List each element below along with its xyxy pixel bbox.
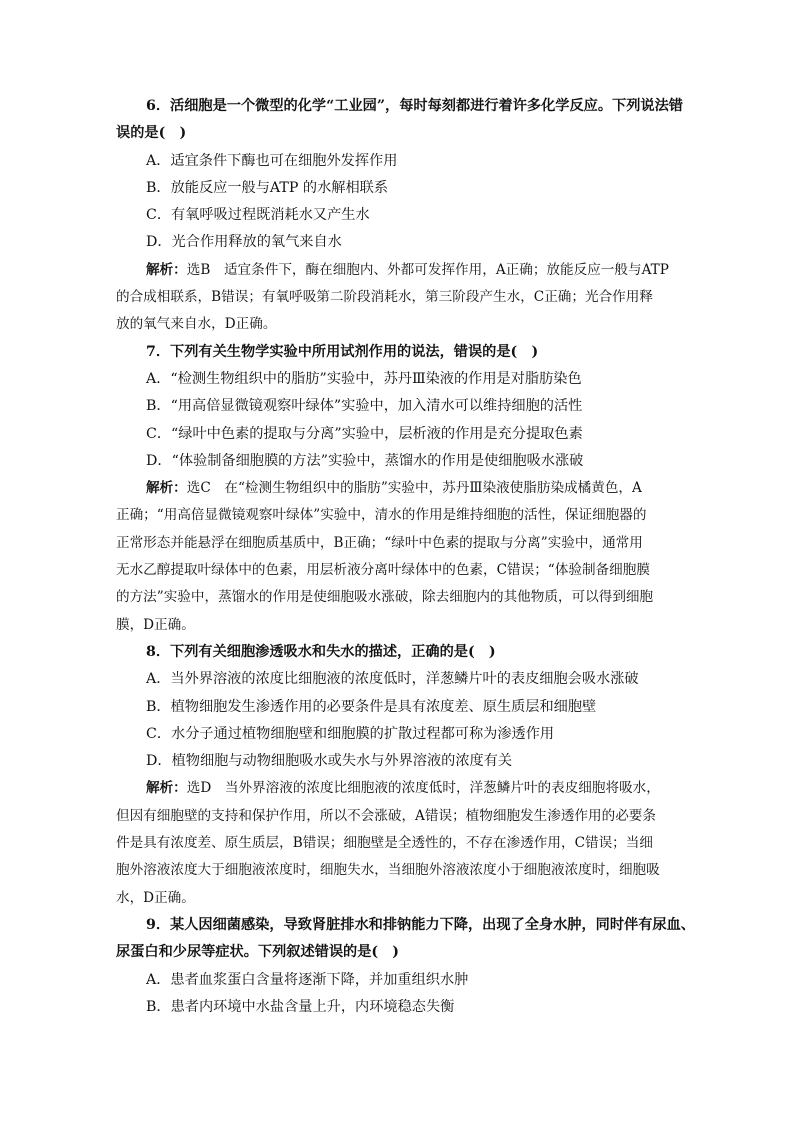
answer-option: C．“绿叶中色素的提取与分离”实验中，层析液的作用是充分提取色素 <box>146 425 583 442</box>
analysis-line: 膜，D正确。 <box>116 616 195 633</box>
answer-option: A．适宜条件下酶也可在细胞外发挥作用 <box>146 152 398 169</box>
document-page <box>116 93 695 1021</box>
question-stem-line: 尿蛋白和少尿等症状。下列叙述错误的是( ) <box>116 944 399 961</box>
analysis-line: 件是具有浓度差、原生质层，B错误；细胞壁是全透性的，不存在渗透作用，C错误；当细 <box>116 835 653 852</box>
question-stem-line: 9．某人因细菌感染，导致肾脏排水和排钠能力下降，出现了全身水肿，同时伴有尿血、 <box>146 916 695 933</box>
question-stem-line: 误的是( ) <box>116 125 187 142</box>
analysis-label: 解析： <box>146 480 187 497</box>
analysis-label: 解析： <box>146 261 187 278</box>
analysis-line: 无水乙醇提取叶绿体中的色素，用层析液分离叶绿体中的色素，C错误；“体验制备细胞膜 <box>116 562 650 579</box>
analysis-line: 正常形态并能悬浮在细胞质基质中，B正确；“绿叶中色素的提取与分离”实验中，通常用 <box>116 534 643 551</box>
analysis-line: 的合成相联系，B错误；有氧呼吸第二阶段消耗水，第三阶段产生水，C正确；光合作用释 <box>116 289 653 306</box>
analysis-line: 放的氧气来自水，D正确。 <box>116 316 277 333</box>
analysis-line <box>116 775 678 802</box>
analysis-line: 但因有细胞壁的支持和保护作用，所以不会涨破，A错误；植物细胞发生渗透作用的必要条 <box>116 807 656 824</box>
answer-option: B．“用高倍显微镜观察叶绿体”实验中，加入清水可以维持细胞的活性 <box>146 398 583 415</box>
analysis-text: 选C 在“检测生物组织中的脂肪”实验中，苏丹Ⅲ染液使脂肪染成橘黄色，A <box>186 480 642 497</box>
question-stem-line: 6．活细胞是一个微型的化学“工业园”，每时每刻都进行着许多化学反应。下列说法错 <box>146 98 683 114</box>
answer-option: A．当外界溶液的浓度比细胞液的浓度低时，洋葱鳞片叶的表皮细胞会吸水涨破 <box>146 671 639 688</box>
analysis-line: 胞外溶液浓度大于细胞液浓度时，细胞失水，当细胞外溶液浓度小于细胞液浓度时，细胞吸 <box>116 862 660 879</box>
question-block <box>116 93 683 339</box>
answer-option: A．“检测生物组织中的脂肪”实验中，苏丹Ⅲ染液的作用是对脂肪染色 <box>146 370 582 387</box>
answer-option: D．植物细胞与动物细胞吸水或失水与外界溶液的浓度有关 <box>146 753 513 770</box>
analysis-label: 解析： <box>146 780 187 797</box>
analysis-line: 水，D正确。 <box>116 889 195 906</box>
answer-option: B．植物细胞发生渗透作用的必要条件是具有浓度差、原生质层和细胞壁 <box>146 698 597 715</box>
question-block <box>116 339 678 639</box>
answer-option: B．患者内环境中水盐含量上升，内环境稳态失衡 <box>146 998 455 1015</box>
analysis-text: 选D 当外界溶液的浓度比细胞液的浓度低时，洋葱鳞片叶的表皮细胞将吸水， <box>186 780 660 797</box>
analysis-line <box>116 475 678 502</box>
answer-option: D．光合作用释放的氧气来自水 <box>146 234 342 251</box>
answer-option: D．“体验制备细胞膜的方法”实验中，蒸馏水的作用是使细胞吸水涨破 <box>146 452 584 469</box>
question-block <box>116 912 695 1021</box>
question-block <box>116 639 678 912</box>
question-stem-line: 8．下列有关细胞渗透吸水和失水的描述，正确的是( ) <box>146 643 496 660</box>
analysis-text: 选B 适宜条件下，酶在细胞内、外都可发挥作用，A正确；放能反应一般与ATP <box>186 261 669 278</box>
question-stem-line: 7．下列有关生物学实验中所用试剂作用的说法，错误的是( ) <box>146 343 539 360</box>
answer-option: C．有氧呼吸过程既消耗水又产生水 <box>146 207 370 224</box>
answer-option: A．患者血浆蛋白含量将逐渐下降，并加重组织水肿 <box>146 971 469 988</box>
analysis-line <box>116 257 678 284</box>
answer-option: B．放能反应一般与ATP 的水解相联系 <box>146 179 389 196</box>
analysis-line: 的方法”实验中，蒸馏水的作用是使细胞吸水涨破，除去细胞内的其他物质，可以得到细胞 <box>116 589 654 606</box>
analysis-line: 正确；“用高倍显微镜观察叶绿体”实验中，清水的作用是维持细胞的活性，保证细胞器的 <box>116 507 647 524</box>
answer-option: C．水分子通过植物细胞壁和细胞膜的扩散过程都可称为渗透作用 <box>146 725 555 742</box>
